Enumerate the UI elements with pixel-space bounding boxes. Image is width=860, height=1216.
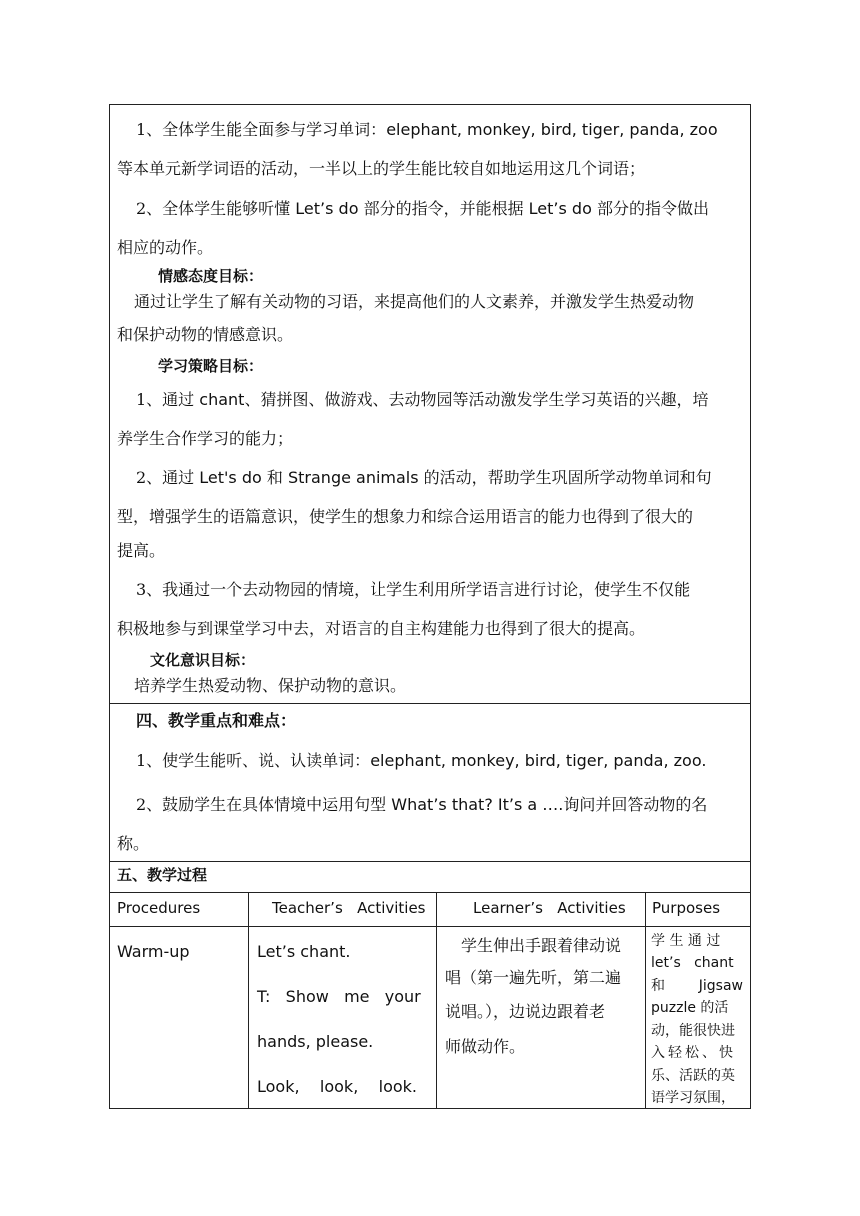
emotion-line-2: 和保护动物的情感意识。 (117, 325, 294, 344)
col-header-learner-activities: Learner’s Activities (473, 899, 626, 917)
strategy-item-2-line1: 2、通过 Let's do 和 Strange animals 的活动，帮助学生巩固所学动物单词和句 (136, 468, 712, 487)
row-divider-process-heading (109, 892, 751, 893)
row-divider-objectives (109, 703, 751, 704)
learner-activity-line-2: 唱（第一遍先听，第二遍 (445, 968, 622, 987)
purpose-line-4: puzzle 的活 (651, 1000, 729, 1016)
knowledge-item-1-line2: 等本单元新学词语的活动，一半以上的学生能比较自如地运用这几个词语； (117, 159, 646, 178)
col-header-teacher-activities: Teacher’s Activities (272, 899, 426, 917)
key-point-2-line2: 称。 (117, 834, 150, 853)
vocabulary-words: elephant, monkey, bird, tiger, panda, zoo (386, 120, 718, 139)
learner-activity-line-4: 师做动作。 (445, 1037, 526, 1056)
learner-activity-line-3: 说唱。），边说边跟着老 (445, 1002, 606, 1021)
purpose-line-1: 学 生 通 过 (651, 933, 721, 949)
teacher-activity-line-1: Let’s chant. (257, 942, 351, 961)
key-point-1: 1、使学生能听、说、认读单词：elephant, monkey, bird, tiger, panda, zoo. (136, 751, 707, 770)
key-points-heading: 四、教学重点和难点： (136, 711, 297, 730)
key-point-2-line1: 2、鼓励学生在具体情境中运用句型 What’s that? It’s a ….询问并回答动物的名 (136, 795, 708, 814)
purpose-line-2: let’s chant (651, 955, 734, 971)
row-divider-keypoints (109, 861, 751, 862)
purpose-line-5: 动，能很快进 (651, 1023, 735, 1039)
strategy-item-3-line2: 积极地参与到课堂学习中去，对语言的自主构建能力也得到了很大的提高。 (117, 619, 646, 638)
culture-heading: 文化意识目标： (150, 651, 256, 669)
teacher-activity-line-3: hands, please. (257, 1032, 374, 1051)
emotion-heading: 情感态度目标： (158, 267, 264, 285)
col-divider-2 (436, 892, 437, 1109)
knowledge-item-2-line1: 2、全体学生能够听懂 Let’s do 部分的指令，并能根据 Let’s do 部分的指令做出 (136, 199, 709, 218)
purpose-line-3: 和 Jigsaw (651, 978, 743, 994)
knowledge-item-1-line1: 1、全体学生能全面参与学习单词：elephant, monkey, bird, tiger, panda, zoo (136, 120, 718, 139)
strategy-item-1-line2: 养学生合作学习的能力； (117, 429, 294, 448)
procedure-warm-up: Warm-up (117, 942, 190, 961)
purpose-line-7: 乐、活跃的英 (651, 1068, 735, 1084)
learner-activity-line-1: 学生伸出手跟着律动说 (461, 936, 622, 955)
purpose-line-6: 入轻松、快 (651, 1045, 736, 1061)
culture-line: 培养学生热爱动物、保护动物的意识。 (134, 676, 407, 695)
strategy-item-2-line2: 型，增强学生的语篇意识，使学生的想象力和综合运用语言的能力也得到了很大的 (117, 507, 694, 526)
col-header-purposes: Purposes (652, 899, 721, 917)
strategy-item-2-line3: 提高。 (117, 541, 166, 560)
col-divider-1 (248, 892, 249, 1109)
strategy-item-3-line1: 3、我通过一个去动物园的情境，让学生利用所学语言进行讨论，使学生不仅能 (136, 580, 691, 599)
teacher-activity-line-4: Look, look, look. (257, 1077, 417, 1096)
process-heading: 五、教学过程 (117, 866, 208, 884)
col-header-procedures: Procedures (117, 899, 201, 917)
emotion-line-1: 通过让学生了解有关动物的习语，来提高他们的人文素养，并激发学生热爱动物 (134, 292, 695, 311)
row-divider-column-headers (109, 926, 751, 927)
knowledge-item-2-line2: 相应的动作。 (117, 238, 214, 257)
strategy-item-1-line1: 1、通过 chant、猜拼图、做游戏、去动物园等活动激发学生学习英语的兴趣，培 (136, 390, 709, 409)
purpose-line-8: 语学习氛围， (651, 1090, 735, 1106)
teacher-activity-line-2: T: Show me your (257, 987, 421, 1006)
strategy-heading: 学习策略目标： (158, 357, 264, 375)
col-divider-3 (645, 892, 646, 1109)
